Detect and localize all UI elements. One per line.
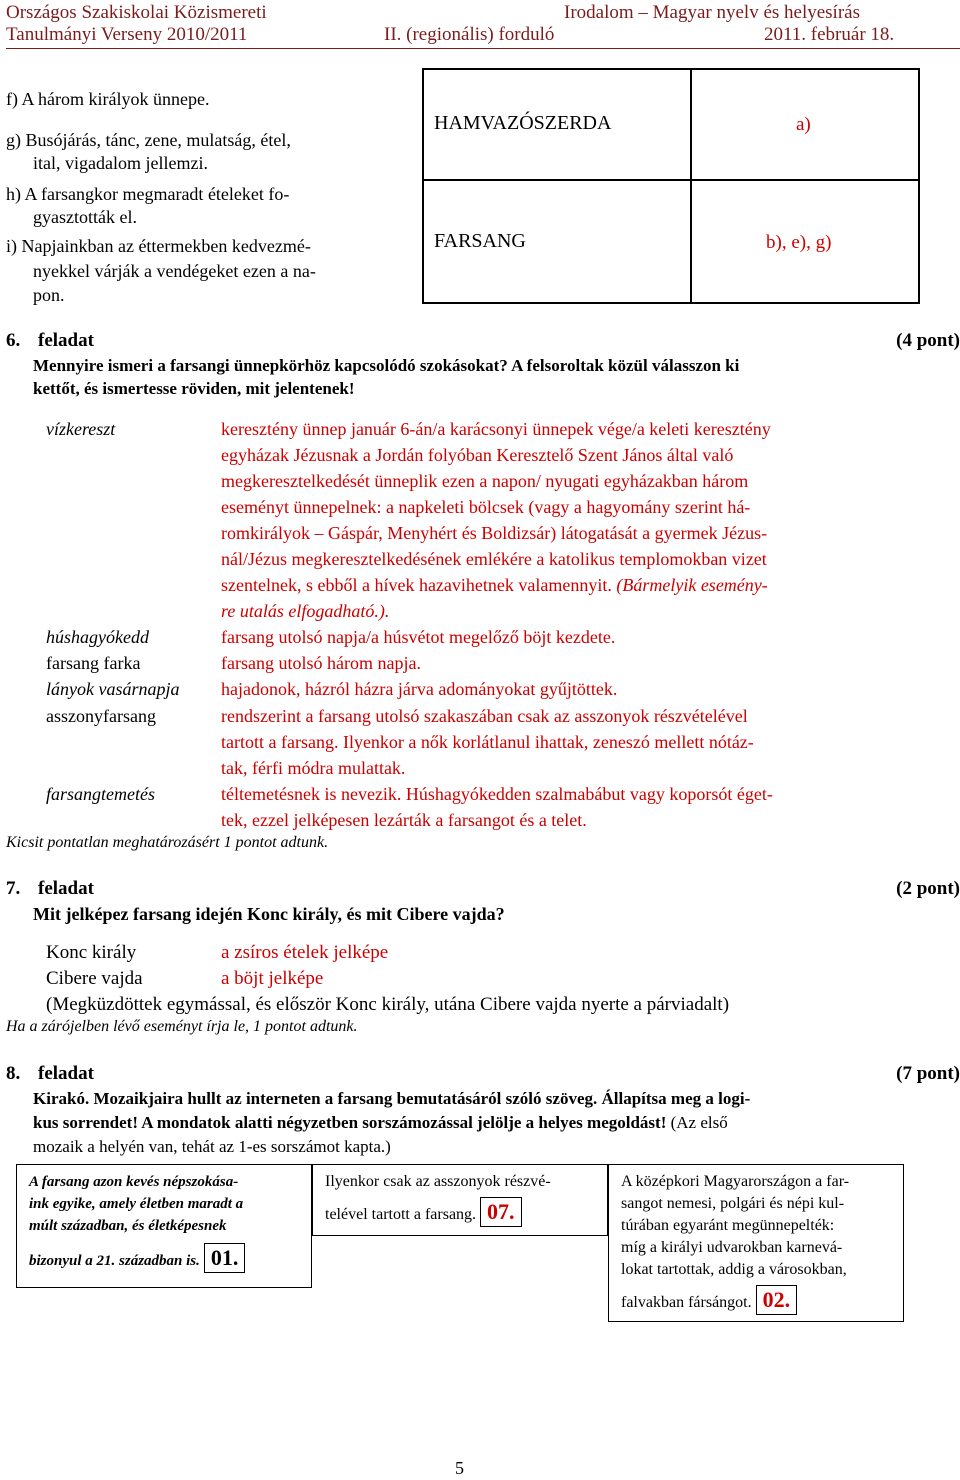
mosaic-tile-1 <box>16 1164 312 1288</box>
term-asszonyfarsang: asszonyfarsang <box>46 706 156 726</box>
task6-points: (4 pont) <box>896 330 960 351</box>
term-vizkereszt: vízkereszt <box>46 419 116 439</box>
task8-title: feladat <box>38 1063 94 1084</box>
tile-line: bizonyul a 21. században is. <box>29 1253 200 1269</box>
task6-number: 6. <box>6 330 21 351</box>
task7-title: feladat <box>38 878 94 899</box>
def-note-italic: (Bármelyik esemény- <box>616 575 768 595</box>
task7-number: 7. <box>6 878 21 899</box>
task6-scoring-note: Kicsit pontatlan meghatározásért 1 pontot adtunk. <box>6 834 329 851</box>
def-farsangtemetes <box>221 781 921 833</box>
tile-line: ink egyike, amely életben maradt a <box>29 1196 244 1212</box>
task7-question: Mit jelképez farsang idején Konc király, és mit Cibere vajda? <box>33 904 505 924</box>
mosaic-tile-2 <box>312 1164 608 1236</box>
prev-item-g-cont: ital, vigadalom jellemzi. <box>33 153 208 173</box>
tile-line: múlt században, és életképesnek <box>29 1218 227 1234</box>
prev-item-f: f) A három királyok ünnepe. <box>6 89 210 109</box>
prev-item-i-cont2: pon. <box>33 285 65 305</box>
table-col-divider <box>690 70 692 302</box>
task7-answer-konc: a zsíros ételek jelképe <box>221 942 389 963</box>
task7-scoring-note: Ha a zárójelben lévő eseményt írja le, 1 pontot adtunk. <box>6 1018 358 1035</box>
header-divider <box>6 48 960 49</box>
def-line: egyházak Jézusnak a Jordán folyóban Keresztelő Szent János által való <box>221 445 734 465</box>
prev-item-i: i) Napjainkban az éttermekben kedvezmé- <box>6 236 311 256</box>
task7-answer-cibere: a böjt jelképe <box>221 968 324 989</box>
task7-extra: (Megküzdöttek egymással, és először Konc király, utána Cibere vajda nyerte a párviadalt) <box>46 994 730 1015</box>
task7-term-cibere: Cibere vajda <box>46 968 143 989</box>
mosaic-tile-3 <box>608 1164 904 1322</box>
task8-number: 8. <box>6 1063 21 1084</box>
tile-line: túrában egyaránt megünnepelték: <box>621 1217 835 1234</box>
term-hushagyokedd: húshagyókedd <box>46 627 149 647</box>
answer-table <box>422 68 920 304</box>
task7-term-konc: Konc király <box>46 942 137 963</box>
def-vizkereszt <box>221 416 919 624</box>
term-farsang-farka: farsang farka <box>46 653 141 673</box>
order-number-box[interactable]: 01. <box>204 1243 246 1273</box>
tile-line: míg a királyi udvarokban karnevá- <box>621 1239 843 1256</box>
task8-question-1: Kirakó. Mozaikjaira hullt az interneten a farsang bemutatásáról szóló szöveg. Állapítsa meg a logi- <box>33 1089 751 1108</box>
order-number-box[interactable]: 07. <box>480 1197 522 1227</box>
prev-item-h-cont: gyasztották el. <box>33 207 137 227</box>
def-note-italic-cont: re utalás elfogadható.). <box>221 601 390 621</box>
tile-line: falvakban fársángot. <box>621 1294 752 1311</box>
def-lanyok-vasarnapja: hajadonok, házról házra járva adományokat gyűjtöttek. <box>221 679 618 699</box>
header-left-top: Országos Szakiskolai Közismereti <box>6 2 267 23</box>
def-line: megkeresztelkedését ünneplik ezen a napon/ nyugati egyházakban három <box>221 471 749 491</box>
def-line: tak, férfi módra mulattak. <box>221 758 406 778</box>
tile-line: Ilyenkor csak az asszonyok részvé- <box>325 1173 551 1190</box>
def-line: rendszerint a farsang utolsó szakaszában csak az asszonyok részvételével <box>221 706 748 726</box>
header-round: II. (regionális) forduló <box>384 24 555 45</box>
def-hushagyokedd: farsang utolsó napja/a húsvétot megelőző böjt kezdete. <box>221 627 616 647</box>
task8-question-2 <box>33 1113 728 1133</box>
task8-question-2-normal: (Az első <box>666 1113 728 1132</box>
def-line: tek, ezzel jelképesen lezárták a farsangot és a telet. <box>221 810 587 830</box>
def-line: nál/Jézus megkeresztelkedésének emlékére a katolikus templomokban vizet <box>221 549 767 569</box>
order-number-box[interactable]: 02. <box>756 1285 798 1315</box>
table-value-1: a) <box>796 114 811 135</box>
header-left-bottom: Tanulmányi Verseny 2010/2011 <box>6 24 248 45</box>
tile-line: lokat tartottak, addig a városokban, <box>621 1261 847 1278</box>
task6-question-2: kettőt, és ismertesse röviden, mit jelentenek! <box>33 379 355 398</box>
term-farsangtemetes: farsangtemetés <box>46 784 155 804</box>
table-value-2: b), e), g) <box>766 232 832 253</box>
def-farsang-farka: farsang utolsó három napja. <box>221 653 421 673</box>
tile-line: sangot nemesi, polgári és népi kul- <box>621 1195 845 1212</box>
tile-line: A középkori Magyarországon a far- <box>621 1173 850 1190</box>
task8-question-2-bold: kus sorrendet! A mondatok alatti négyzetben sorszámozással jelölje a helyes megoldást! <box>33 1113 667 1132</box>
task7-points: (2 pont) <box>896 878 960 899</box>
page-number: 5 <box>455 1458 464 1478</box>
header-date: 2011. február 18. <box>764 24 895 45</box>
tile-line: telével tartott a farsang. <box>325 1206 477 1223</box>
prev-item-g: g) Busójárás, tánc, zene, mulatság, étel, <box>6 130 291 150</box>
tile-line: A farsang azon kevés népszokása- <box>29 1174 239 1190</box>
def-asszonyfarsang <box>221 703 901 781</box>
def-line: romkirályok – Gáspár, Menyhért és Boldizsár) látogatását a gyermek Jézus- <box>221 523 768 543</box>
table-row-divider <box>424 179 918 181</box>
table-label-hamvazoszerda: HAMVAZÓSZERDA <box>434 112 612 134</box>
task6-question-1: Mennyire ismeri a farsangi ünnepkörhöz kapcsolódó szokásokat? A felsoroltak közül válasszon ki <box>33 356 740 375</box>
page-header <box>0 0 960 48</box>
def-line: eseményt ünnepelnek: a napkeleti bölcsek (vagy a hagyomány szerint há- <box>221 497 751 517</box>
task8-points: (7 pont) <box>896 1063 960 1084</box>
task6-title: feladat <box>38 330 94 351</box>
header-subject: Irodalom – Magyar nyelv és helyesírás <box>564 2 860 23</box>
term-lanyok-vasarnapja: lányok vasárnapja <box>46 679 180 699</box>
def-line: téltemetésnek is nevezik. Húshagyókedden szalmabábut vagy koporsót éget- <box>221 784 773 804</box>
def-line: szentelnek, s ebből a hívek hazavihetnek valamennyit. <box>221 575 612 595</box>
task8-question-3: mozaik a helyén van, tehát az 1-es sorszámot kapta.) <box>33 1137 391 1156</box>
prev-item-i-cont: nyekkel várják a vendégeket ezen a na- <box>33 261 316 281</box>
def-line: keresztény ünnep január 6-án/a karácsonyi ünnepek vége/a keleti keresztény <box>221 419 771 439</box>
table-label-farsang: FARSANG <box>434 230 526 252</box>
prev-item-h: h) A farsangkor megmaradt ételeket fo- <box>6 184 290 204</box>
def-line: tartott a farsang. Ilyenkor a nők korlátlanul ihattak, zeneszó mellett nótáz- <box>221 732 754 752</box>
